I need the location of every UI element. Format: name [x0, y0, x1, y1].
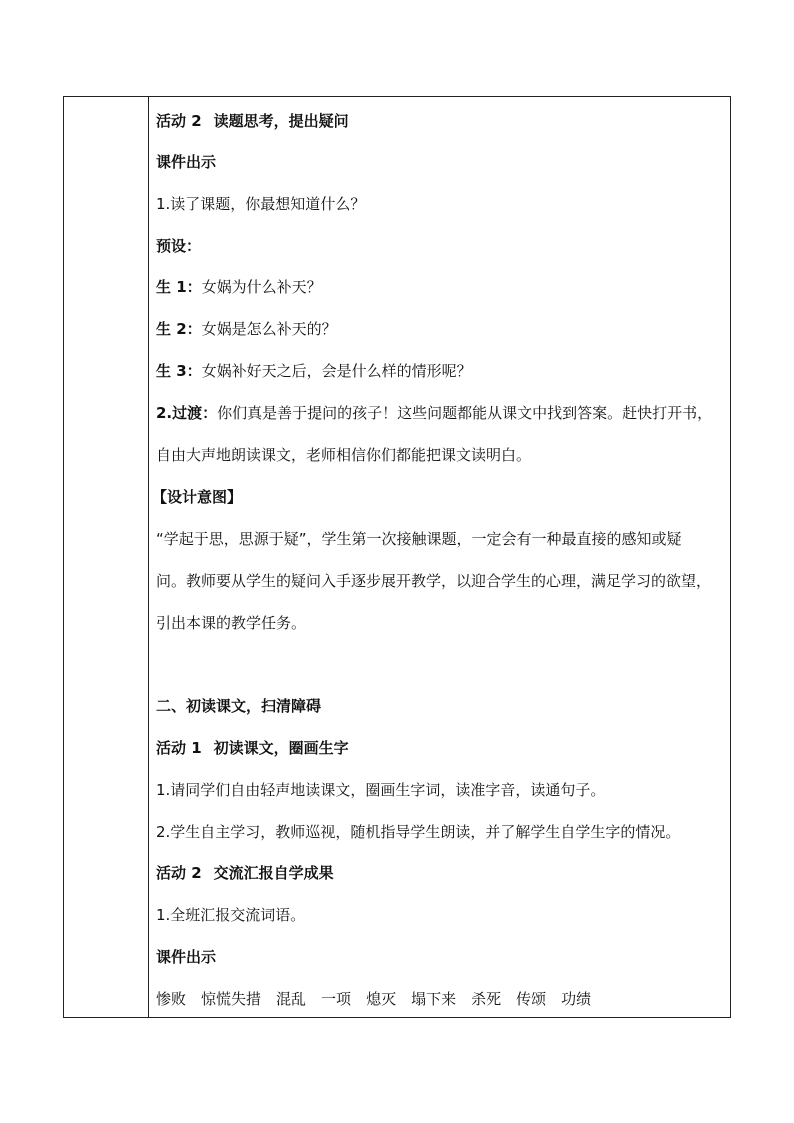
content-cell [152, 97, 724, 1017]
vocab-word: 惨败 [156, 990, 187, 1008]
activity-number: 活动 2 [156, 112, 202, 130]
preset-label: 预设： [156, 237, 202, 255]
student-label: 生 3： [156, 362, 202, 380]
activity-title: 交流汇报自学成果 [213, 864, 334, 882]
activity-1-heading [156, 738, 349, 758]
student-text: 女娲补好天之后，会是什么样的情形呢？ [201, 362, 472, 380]
student-answer-2 [156, 319, 337, 339]
vocab-word: 传颂 [516, 990, 547, 1008]
courseware-label: 课件出示 [156, 153, 217, 171]
vocab-word: 一项 [321, 990, 352, 1008]
column-divider [148, 97, 149, 1017]
student-text: 女娲为什么补天？ [201, 278, 322, 296]
left-empty-cell [64, 97, 148, 1017]
vocab-list [156, 989, 606, 1009]
vocab-word: 塌下来 [411, 990, 457, 1008]
section-2-title: 二、初读课文，扫清障碍 [156, 697, 322, 715]
transition-text: 你们真是善于提问的孩子！这些问题都能从课文中找到答案。赶快打开书， [217, 404, 713, 422]
student-answer-3 [156, 361, 472, 381]
student-answer-1 [156, 277, 322, 297]
vocab-word: 功绩 [561, 990, 592, 1008]
question-line: 1.读了课题，你最想知道什么？ [156, 195, 366, 213]
activity-number: 活动 2 [156, 864, 202, 882]
student-label: 生 2： [156, 320, 202, 338]
activity-1-step-2: 2.学生自主学习，教师巡视，随机指导学生朗读，并了解学生自学生字的情况。 [156, 823, 681, 841]
transition-line-2: 自由大声地朗读课文，老师相信你们都能把课文读明白。 [156, 446, 532, 464]
design-line-2: 问。教师要从学生的疑问入手逐步展开教学，以迎合学生的心理，满足学习的欲望， [156, 572, 712, 590]
lesson-plan-table [63, 96, 731, 1018]
design-intent-title: 【设计意图】 [152, 488, 243, 506]
vocab-word: 熄灭 [366, 990, 397, 1008]
activity-title: 读题思考，提出疑问 [213, 112, 349, 130]
vocab-word: 混乱 [276, 990, 307, 1008]
activity-number: 活动 1 [156, 739, 202, 757]
student-label: 生 1： [156, 278, 202, 296]
transition-label: 2.过渡： [156, 404, 218, 422]
courseware-label-2: 课件出示 [156, 948, 217, 966]
student-text: 女娲是怎么补天的？ [201, 320, 337, 338]
activity-2b-heading [156, 863, 334, 883]
activity-2-heading [156, 111, 349, 131]
activity-1-step-1: 1.请同学们自由轻声地读课文，圈画生字词，读准字音，读通句子。 [156, 781, 606, 799]
design-line-3: 引出本课的教学任务。 [156, 614, 307, 632]
design-line-1: “学起于思，思源于疑”，学生第一次接触课题，一定会有一种最直接的感知或疑 [156, 530, 682, 548]
transition-line-1 [156, 403, 712, 423]
report-line: 1.全班汇报交流词语。 [156, 906, 306, 924]
vocab-word: 惊慌失措 [201, 990, 262, 1008]
vocab-word: 杀死 [471, 990, 502, 1008]
activity-title: 初读课文，圈画生字 [213, 739, 349, 757]
